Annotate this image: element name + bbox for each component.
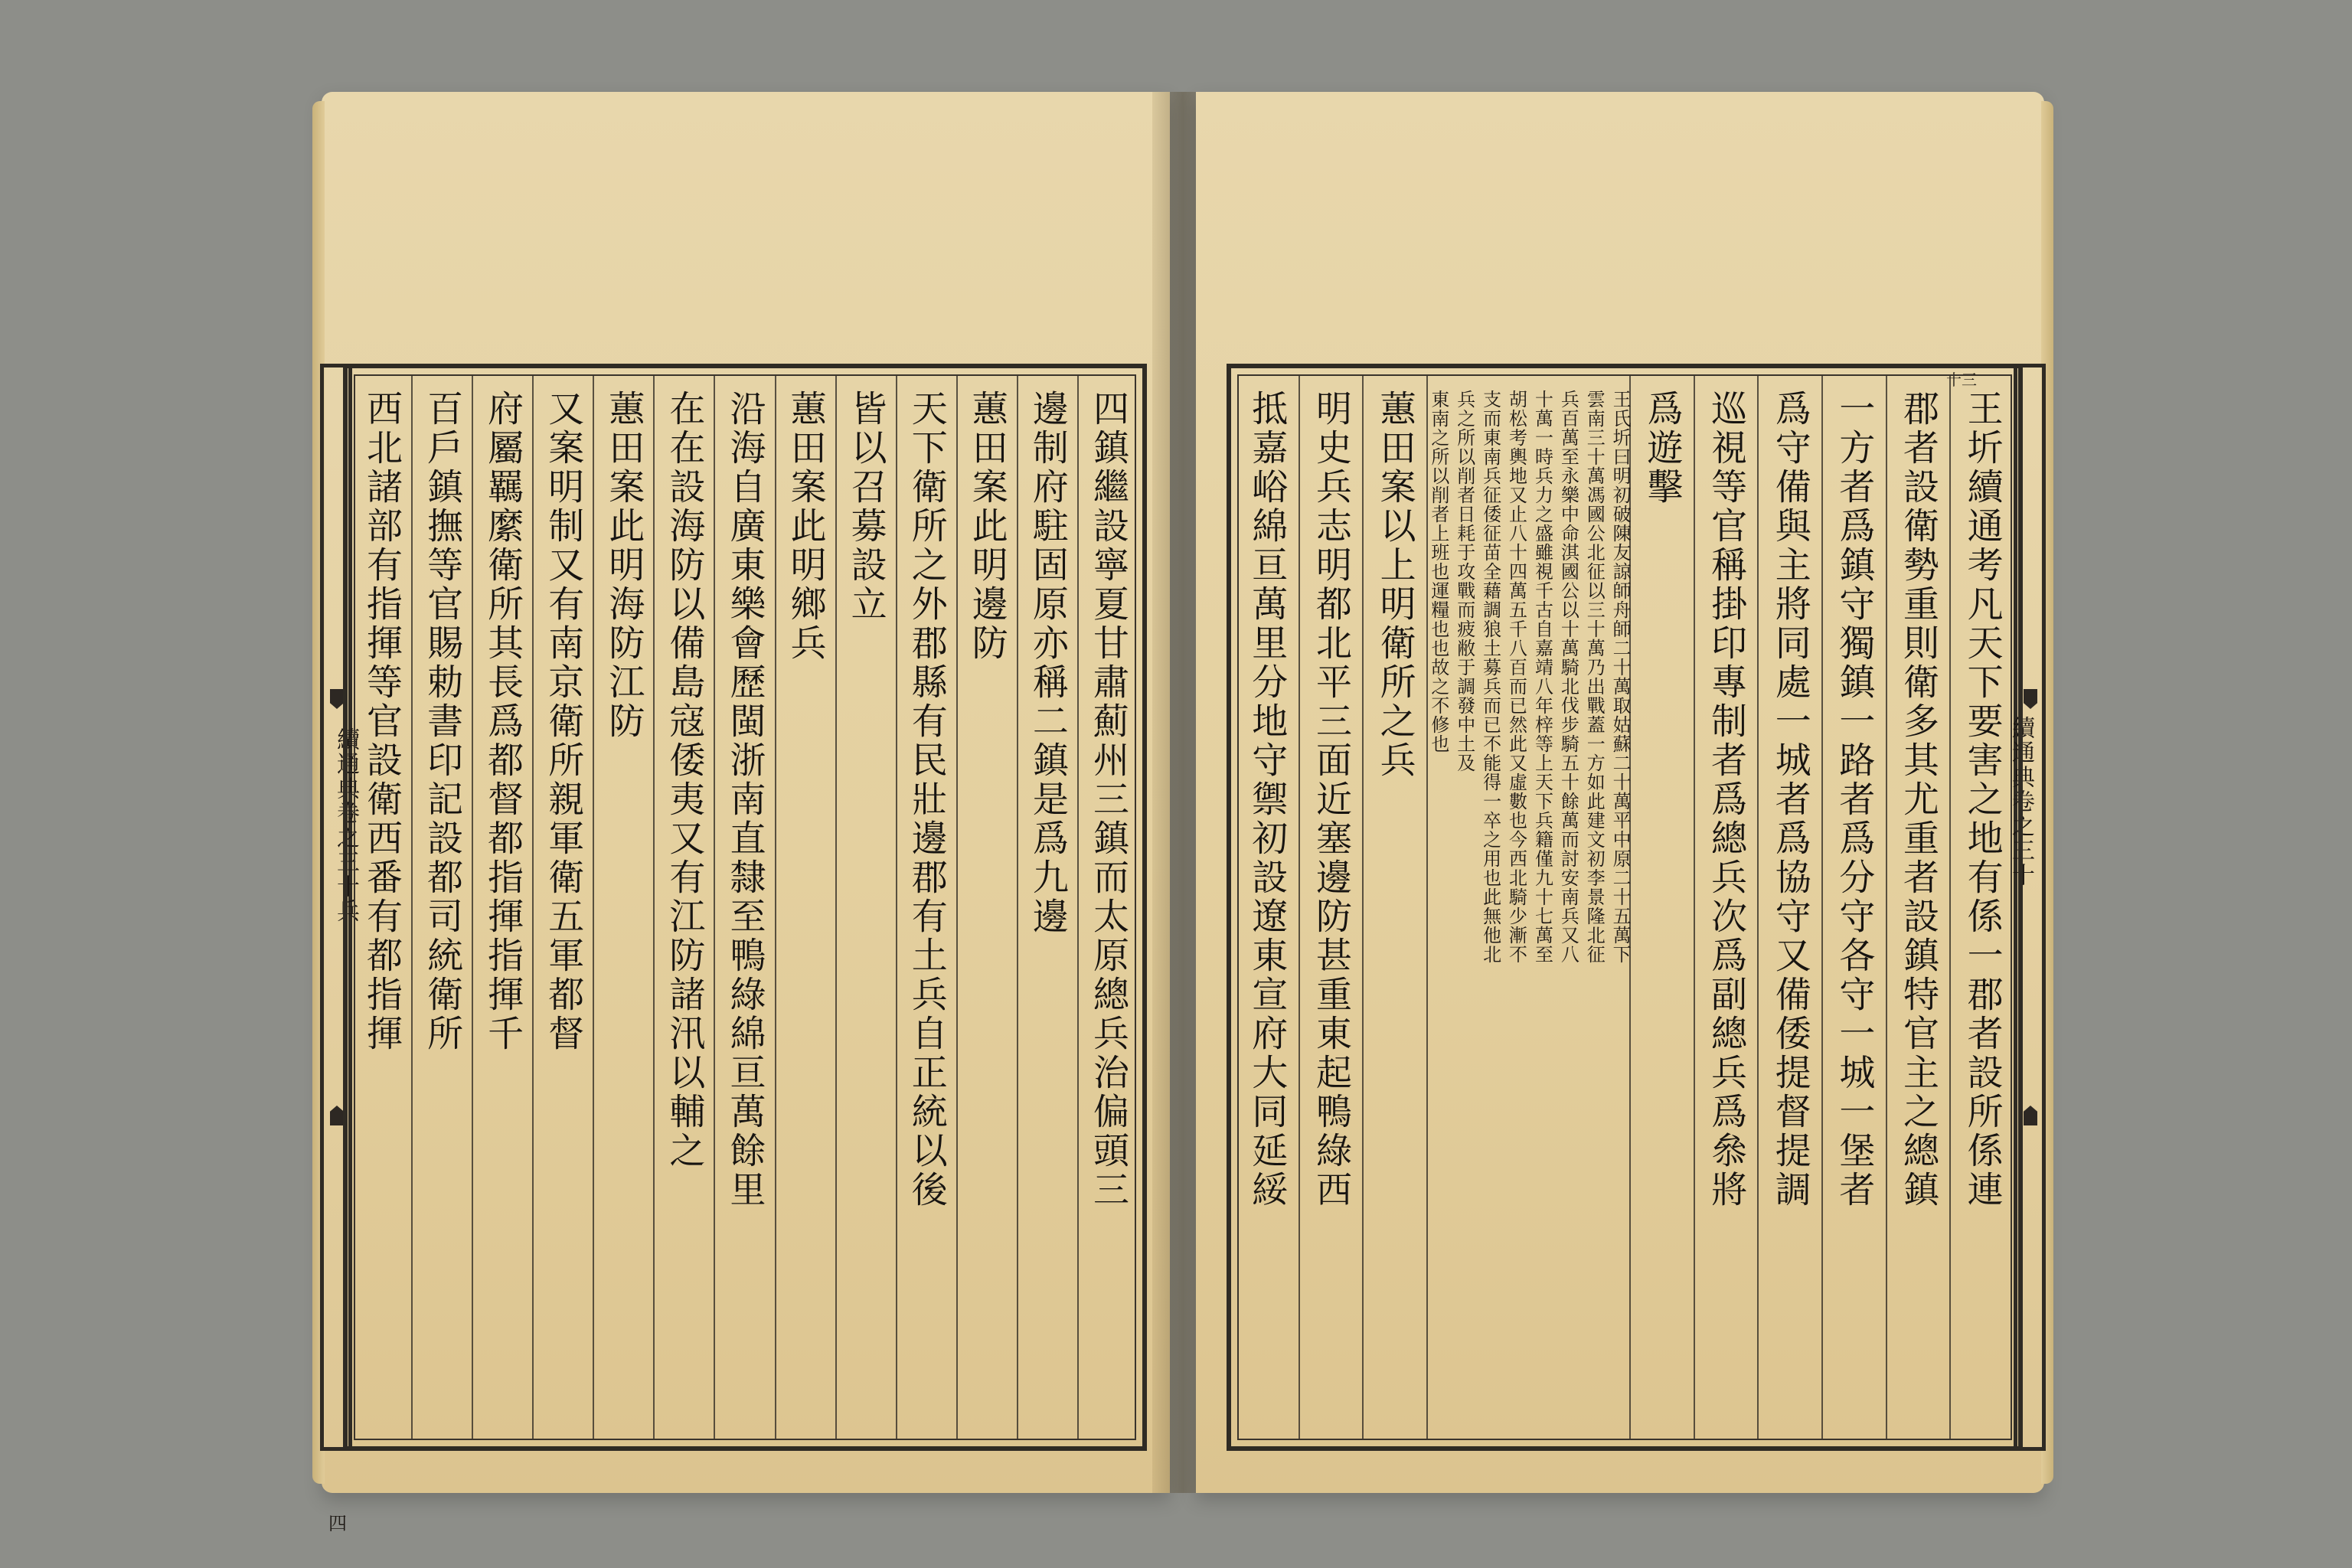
left-side-title: 續通典卷之三十兵 — [332, 727, 359, 923]
text-column — [835, 376, 896, 1439]
column-text: 巡視等官稱掛印專制者爲總兵次爲副總兵爲叅將 — [1705, 390, 1748, 1210]
text-column — [1886, 376, 1950, 1439]
text-column — [1236, 376, 1298, 1439]
column-text: 又案明制又有南京衛所親軍衛五軍都督 — [542, 390, 585, 1054]
annotation-line: 東南之所以削者上班也運糧也也故之不修也 — [1427, 390, 1449, 753]
column-text: 邊制府駐固原亦稱二鎮是爲九邊 — [1026, 390, 1069, 936]
annotation-line: 胡松考輿地又止八十四萬五千八百而已然此又虛數也今西北騎少漸不 — [1505, 390, 1527, 964]
column-text: 郡者設衛勢重則衛多其尤重者設鎮特官主之總鎮 — [1897, 390, 1940, 1210]
annotation-line: 兵之所以削者日耗于攻戰而疲敝于調發中土及 — [1453, 390, 1475, 773]
column-text: 在在設海防以備島寇倭夷又有江防諸汛以輔之 — [663, 390, 706, 1171]
column-text: 沿海自廣東樂會歷閩浙南直隸至鴨綠綿亘萬餘里 — [724, 390, 766, 1210]
text-column — [1298, 376, 1363, 1439]
annotation-column-group — [1426, 376, 1632, 1439]
left-page — [322, 92, 1170, 1534]
text-column — [352, 376, 411, 1439]
text-column — [956, 376, 1017, 1439]
text-column — [1077, 376, 1138, 1439]
text-column — [653, 376, 714, 1439]
column-text: 西北諸部有指揮等官設衛西番有都指揮 — [361, 390, 403, 1054]
annotation-line: 支而東南兵征倭征苗全藉調狼土募兵而已不能得一卒之用也此無他北 — [1479, 390, 1501, 964]
column-text: 四鎮繼設寧夏甘肅薊州三鎮而太原總兵治偏頭三 — [1086, 390, 1129, 1210]
column-text: 一方者爲鎮守獨鎮一路者爲分守各守一城一堡者 — [1833, 390, 1876, 1210]
text-column — [1362, 376, 1426, 1439]
column-text: 爲守備與主將同處一城者爲協守又備倭提督提調 — [1769, 390, 1811, 1210]
text-column — [1949, 376, 2014, 1439]
column-text: 爲遊擊 — [1641, 390, 1684, 507]
text-column — [593, 376, 653, 1439]
text-column — [1017, 376, 1077, 1439]
left-text-frame — [343, 364, 1147, 1451]
left-page-number: 四 — [328, 1513, 347, 1534]
column-text: 抵嘉峪綿亘萬里分地守禦初設遼東宣府大同延綏 — [1246, 390, 1289, 1210]
annotation-lines — [1427, 376, 1632, 1439]
text-column — [1694, 376, 1758, 1439]
left-columns — [352, 376, 1138, 1439]
text-column — [775, 376, 835, 1439]
column-text: 蕙田案此明海防江防 — [603, 390, 645, 741]
text-column — [472, 376, 532, 1439]
column-text: 蕙田案此明邊防 — [965, 390, 1008, 663]
fishtail-icon — [330, 689, 344, 709]
column-text: 蕙田案此明鄉兵 — [784, 390, 827, 663]
column-text: 百戶鎮撫等官賜勅書印記設都司統衛所 — [421, 390, 464, 1054]
column-text: 天下衛所之外郡縣有民壯邊郡有土兵自正統以後 — [905, 390, 948, 1210]
annotation-line: 王氏圻曰明初破陳友諒師舟師二十萬取姑蘇二十萬平中原二十五萬下 — [1609, 390, 1632, 964]
text-column — [411, 376, 472, 1439]
right-side-title: 續通典卷之三十 — [2007, 716, 2034, 887]
annotation-line: 兵百萬至永樂中命淇國公以十萬騎北伐步騎五十餘萬而討安南兵又八 — [1557, 390, 1579, 964]
column-text: 蕙田案以上明衛所之兵 — [1374, 390, 1416, 780]
text-column — [532, 376, 593, 1439]
fishtail-icon — [2024, 1106, 2037, 1125]
text-column — [1757, 376, 1821, 1439]
column-text: 明史兵志明都北平三面近塞邊防甚重東起鴨綠西 — [1309, 390, 1352, 1210]
open-book — [322, 92, 2044, 1534]
right-page — [1196, 92, 2044, 1493]
annotation-line: 雲南三十萬馮國公北征以三十萬乃出戰蓋一方如此建文初李景隆北征 — [1583, 390, 1606, 964]
fishtail-icon — [330, 1106, 344, 1125]
right-columns — [1236, 376, 2014, 1439]
text-column — [714, 376, 774, 1439]
right-text-frame — [1227, 364, 2023, 1451]
text-column — [896, 376, 956, 1439]
fishtail-icon — [2024, 689, 2037, 709]
text-column — [1629, 376, 1694, 1439]
column-text: 王圻續通考凡天下要害之地有係一郡者設所係連 — [1961, 390, 2004, 1210]
column-text: 皆以召募設立 — [844, 390, 887, 624]
annotation-line: 十萬一時兵力之盛雖視千古自嘉靖八年梓等上天下兵籍僅九十七萬至 — [1531, 390, 1553, 964]
text-column — [1821, 376, 1886, 1439]
column-text: 府屬羈縻衛所其長爲都督都指揮指揮千 — [482, 390, 524, 1054]
right-top-mark: 十三 — [1946, 371, 1977, 389]
